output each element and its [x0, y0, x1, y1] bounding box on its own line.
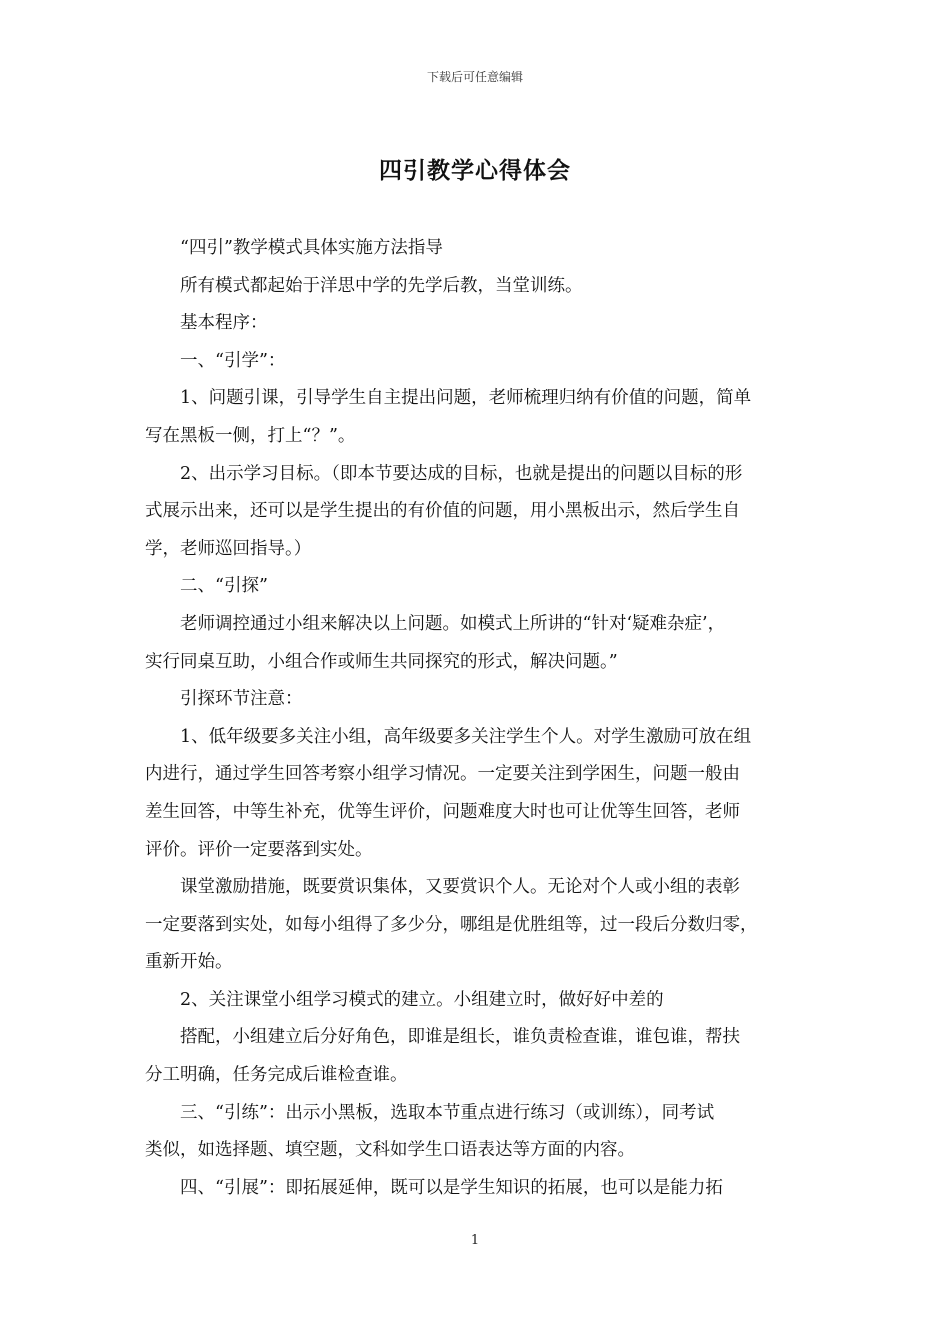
- paragraph-line: 差生回答，中等生补充，优等生评价，问题难度大时也可让优等生回答，老师: [145, 801, 740, 822]
- paragraph: [145, 343, 807, 381]
- paragraph-line: 引探环节注意：: [180, 689, 303, 710]
- paragraph: [145, 1019, 807, 1094]
- paragraph-line: 三、“引练”：出示小黑板，选取本节重点进行练习（或训练），同考试: [180, 1102, 715, 1123]
- paragraph-line: 学，老师巡回指导。）: [145, 538, 312, 559]
- paragraph-line: 式展示出来，还可以是学生提出的有价值的问题，用小黑板出示，然后学生自: [145, 501, 740, 522]
- paragraph-line: 类似，如选择题、填空题，文科如学生口语表达等方面的内容。: [145, 1140, 635, 1161]
- paragraph-line: 内进行，通过学生回答考察小组学习情况。一定要关注到学困生，问题一般由: [145, 764, 740, 785]
- paragraph: [145, 681, 807, 719]
- paragraph-line: 1、问题引课，引导学生自主提出问题，老师梳理归纳有价值的问题，简单: [180, 388, 752, 409]
- paragraph-line: 一定要落到实处，如每小组得了多少分，哪组是优胜组等，过一段后分数归零，: [145, 914, 758, 935]
- paragraph-line: 二、“引探”: [180, 576, 268, 597]
- paragraph-line: 评价。评价一定要落到实处。: [145, 839, 373, 860]
- paragraph-line: 分工明确，任务完成后谁检查谁。: [145, 1065, 408, 1086]
- paragraph-line: 1、低年级要多关注小组，高年级要多关注学生个人。对学生激励可放在组: [180, 726, 752, 747]
- paragraph-line: 2、出示学习目标。（即本节要达成的目标，也就是提出的问题以目标的形: [180, 463, 743, 484]
- paragraph: [145, 719, 807, 869]
- paragraph: [145, 230, 807, 268]
- paragraph-line: 写在黑板一侧，打上“？”。: [145, 425, 356, 446]
- paragraph-line: 基本程序：: [180, 313, 268, 334]
- page-number: 1: [470, 1233, 480, 1248]
- paragraph: [145, 982, 807, 1020]
- paragraph: [145, 1170, 807, 1208]
- paragraph: [145, 869, 807, 982]
- paragraph: [145, 268, 807, 306]
- paragraph-line: “四引”教学模式具体实施方法指导: [180, 238, 443, 258]
- paragraph: [145, 305, 807, 343]
- paragraph-line: 四、“引展”：即拓展延伸，既可以是学生知识的拓展，也可以是能力拓: [180, 1177, 723, 1198]
- paragraph: [145, 456, 807, 569]
- paragraph-line: 实行同桌互助，小组合作或师生共同探究的形式，解决问题。”: [145, 651, 618, 672]
- paragraph-line: 一、“引学”：: [180, 350, 286, 371]
- paragraph-line: 老师调控通过小组来解决以上问题。如模式上所讲的“针对‘疑难杂症’，: [180, 613, 726, 634]
- paragraph-line: 课堂激励措施，既要赏识集体，又要赏识个人。无论对个人或小组的表彰: [180, 877, 740, 898]
- document-body: [145, 230, 807, 1207]
- document-title: 四引教学心得体会: [379, 157, 571, 184]
- paragraph: [145, 606, 807, 681]
- paragraph: [145, 1095, 807, 1170]
- paragraph-line: 重新开始。: [145, 952, 233, 973]
- header-note: 下载后可任意编辑: [426, 70, 523, 84]
- paragraph-line: 搭配，小组建立后分好角色，即谁是组长，谁负责检查谁，谁包谁，帮扶: [180, 1027, 740, 1048]
- paragraph: [145, 568, 807, 606]
- paragraph-line: 2、关注课堂小组学习模式的建立。小组建立时，做好好中差的: [180, 989, 664, 1010]
- paragraph-line: 所有模式都起始于洋思中学的先学后教，当堂训练。: [180, 275, 583, 296]
- paragraph: [145, 380, 807, 455]
